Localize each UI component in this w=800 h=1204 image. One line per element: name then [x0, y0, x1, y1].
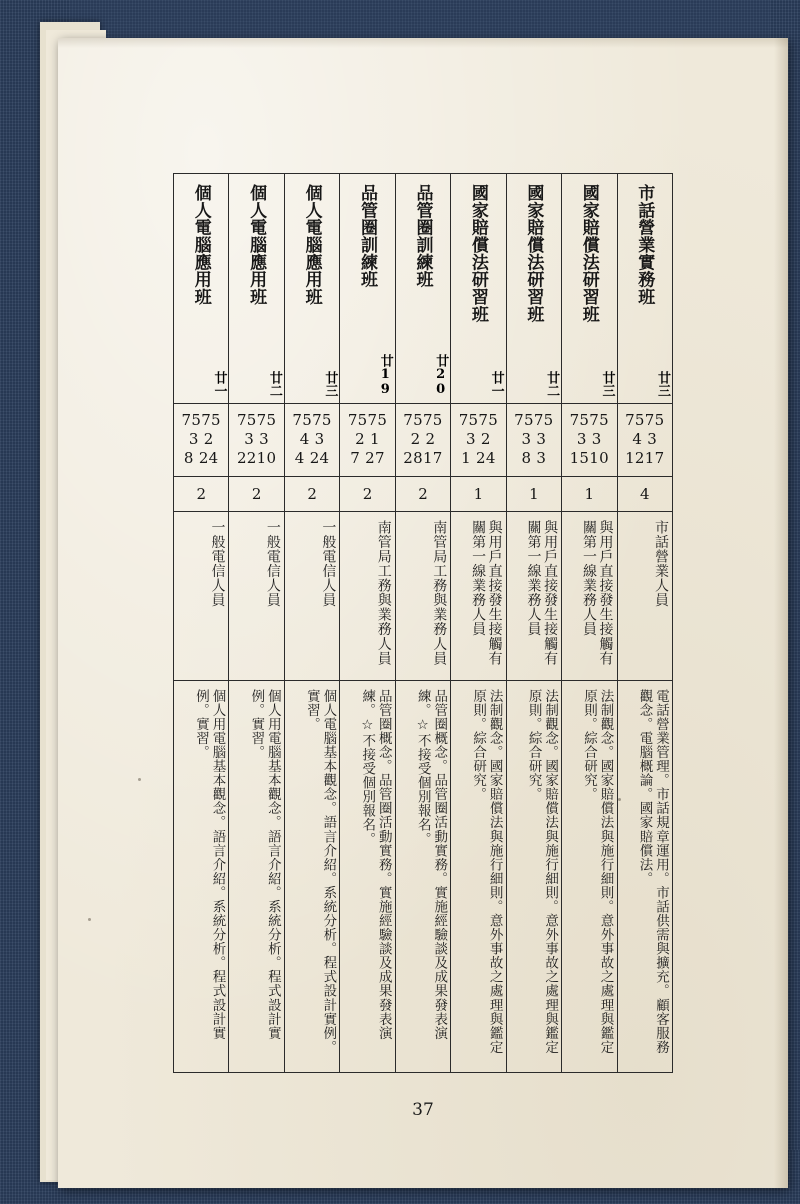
code-line: 7575: [292, 411, 332, 430]
table-cell-course-code: [174, 403, 229, 476]
course-content-text: 法制觀念。國家賠償法與施行細則。意外事故之處理與鑑定原則。綜合研究。: [470, 689, 503, 1055]
code-line: 4 3: [299, 430, 325, 449]
table-cell-course-code: [506, 403, 561, 476]
target-audience-text: 市話營業人員: [653, 519, 669, 608]
table-cell-course-code: [340, 403, 395, 476]
table-cell-target-audience: [174, 511, 229, 680]
session-count-text: 2: [362, 484, 373, 503]
table-cell-course-content: [617, 681, 673, 1073]
code-line: 8 3: [521, 448, 547, 467]
table-cell-course-code: [229, 403, 284, 476]
code-line: 4 24: [294, 448, 330, 467]
course-content-text: 品管圈概念。品管圈活動實務。實施經驗談及成果發表演練。☆不接受個別報名。: [414, 689, 448, 1041]
table-cell-course-code: [562, 403, 617, 476]
code-line: 3 3: [576, 430, 602, 449]
course-number-text: 廿三: [655, 370, 670, 397]
table-row-session-count: [174, 476, 673, 511]
code-line: 1217: [625, 448, 665, 467]
table-cell-course-name: [562, 174, 617, 404]
course-name-text: 國家賠償法研習班: [523, 184, 544, 323]
code-line: 1 24: [461, 448, 496, 467]
course-content-text: 品管圈概念。品管圈活動實務。實施經驗談及成果發表演練。☆不接受個別報名。: [359, 689, 392, 1041]
course-name-text: 個人電腦應用班: [246, 184, 267, 306]
course-name-text: 國家賠償法研習班: [578, 184, 599, 323]
code-line: 7575: [458, 411, 499, 430]
code-line: 3 3: [521, 430, 547, 449]
code-line: 2817: [403, 448, 443, 467]
table-cell-target-audience: [617, 511, 673, 680]
table-cell-course-name: [506, 174, 561, 404]
course-content-text: 個人用電腦基本觀念。語言介紹。系統分析。程式設計實例。實習。: [248, 689, 281, 1041]
table-cell-course-code: [451, 403, 506, 476]
course-number-text: 廿19: [377, 353, 393, 397]
code-line: 2 1: [355, 430, 380, 449]
course-number-text: 廿20: [433, 353, 449, 397]
target-audience-text: 一般電信人員: [209, 519, 226, 608]
code-line: 1510: [569, 448, 609, 467]
table-cell-session-count: [562, 476, 617, 511]
target-audience-text: 南管局工務與業務人員: [375, 519, 392, 666]
table-cell-session-count: [617, 476, 673, 511]
code-line: 7575: [347, 411, 388, 430]
table-cell-course-name: [617, 174, 673, 404]
session-count-text: 1: [584, 484, 595, 503]
course-number-text: 廿三: [322, 370, 338, 397]
code-line: 3 2: [466, 430, 491, 449]
table-cell-target-audience: [562, 511, 617, 680]
table-row-course-name: [174, 174, 673, 404]
table-cell-course-content: [229, 681, 284, 1073]
target-audience-text: 與用戶直接發生接觸有關第一線業務人員: [580, 519, 614, 666]
course-table: [173, 173, 673, 1073]
code-line: 7575: [236, 411, 277, 430]
table-cell-course-code: [284, 403, 339, 476]
table-cell-course-content: [395, 681, 450, 1073]
table-cell-course-name: [340, 174, 395, 404]
code-line: 2210: [236, 448, 277, 467]
target-audience-text: 與用戶直接發生接觸有關第一線業務人員: [525, 519, 559, 666]
course-number-text: 廿一: [488, 370, 504, 397]
table-cell-course-name: [174, 174, 229, 404]
session-count-text: 2: [418, 484, 428, 503]
table-cell-course-name: [451, 174, 506, 404]
course-name-text: 市話營業實務班: [634, 184, 655, 306]
table-cell-target-audience: [340, 511, 395, 680]
target-audience-text: 南管局工務與業務人員: [431, 519, 448, 666]
table-cell-session-count: [340, 476, 395, 511]
table-row-course-content: [174, 681, 673, 1073]
table-cell-session-count: [451, 476, 506, 511]
code-line: 7575: [569, 411, 609, 430]
course-name-text: 品管圈訓練班: [357, 184, 378, 289]
table-cell-course-name: [284, 174, 339, 404]
session-count-text: 2: [251, 484, 262, 503]
course-content-text: 法制觀念。國家賠償法與施行細則。意外事故之處理與鑑定原則。綜合研究。: [525, 689, 559, 1055]
table-cell-course-code: [395, 403, 450, 476]
page-paper: [58, 38, 788, 1188]
course-content-text: 電話營業管理。市話規章運用。市話供需與擴充。顧客服務觀念。電腦概論。國家賠償法。: [636, 689, 669, 1055]
course-number-text: 廿二: [544, 370, 560, 397]
table-cell-course-name: [229, 174, 284, 404]
paper-top-shadow: [58, 38, 788, 48]
table-cell-target-audience: [229, 511, 284, 680]
course-name-text: 國家賠償法研習班: [467, 184, 488, 323]
session-count-text: 2: [307, 484, 317, 503]
target-audience-text: 一般電信人員: [264, 519, 281, 608]
table-row-course-code: [174, 403, 673, 476]
code-line: 7575: [403, 411, 443, 430]
table-cell-target-audience: [506, 511, 561, 680]
course-name-text: 個人電腦應用班: [301, 184, 322, 306]
session-count-text: 2: [196, 484, 206, 503]
course-name-text: 個人電腦應用班: [190, 184, 211, 306]
session-count-text: 4: [639, 484, 650, 503]
paper-right-shadow: [774, 38, 788, 1188]
code-line: 7575: [514, 411, 554, 430]
course-number-text: 廿一: [211, 370, 227, 397]
table-cell-session-count: [229, 476, 284, 511]
code-line: 2 2: [410, 430, 436, 449]
target-audience-text: 與用戶直接發生接觸有關第一線業務人員: [470, 519, 503, 666]
table-cell-target-audience: [395, 511, 450, 680]
table-cell-course-content: [506, 681, 561, 1073]
table-cell-session-count: [174, 476, 229, 511]
course-content-text: 法制觀念。國家賠償法與施行細則。意外事故之處理與鑑定原則。綜合研究。: [581, 689, 614, 1055]
table-cell-course-content: [174, 681, 229, 1073]
course-content-text: 個人電腦基本觀念。語言介紹。系統分析。程式設計實例。實習。: [303, 689, 337, 1055]
table-cell-session-count: [284, 476, 339, 511]
table-cell-session-count: [395, 476, 450, 511]
code-line: 3 2: [188, 430, 214, 449]
code-line: 7575: [181, 411, 221, 430]
table-cell-course-content: [284, 681, 339, 1073]
course-content-text: 個人用電腦基本觀念。語言介紹。系統分析。程式設計實例。實習。: [192, 689, 226, 1041]
session-count-text: 1: [529, 484, 539, 503]
table-cell-course-content: [562, 681, 617, 1073]
code-line: 7575: [625, 411, 665, 430]
table-cell-target-audience: [284, 511, 339, 680]
code-line: 4 3: [632, 430, 658, 449]
target-audience-text: 一般電信人員: [320, 519, 337, 608]
table-cell-course-name: [395, 174, 450, 404]
page-number: 37: [412, 1100, 434, 1120]
table-cell-course-code: [617, 403, 673, 476]
course-name-text: 品管圈訓練班: [412, 184, 433, 289]
course-number-text: 廿三: [599, 370, 615, 397]
code-line: 7 27: [350, 448, 385, 467]
table-row-target-audience: [174, 511, 673, 680]
course-number-text: 廿二: [266, 370, 282, 397]
table-cell-target-audience: [451, 511, 506, 680]
code-line: 3 3: [244, 430, 270, 449]
code-line: 8 24: [183, 448, 219, 467]
table-cell-session-count: [506, 476, 561, 511]
table-cell-course-content: [340, 681, 395, 1073]
table-cell-course-content: [451, 681, 506, 1073]
session-count-text: 1: [473, 484, 484, 503]
